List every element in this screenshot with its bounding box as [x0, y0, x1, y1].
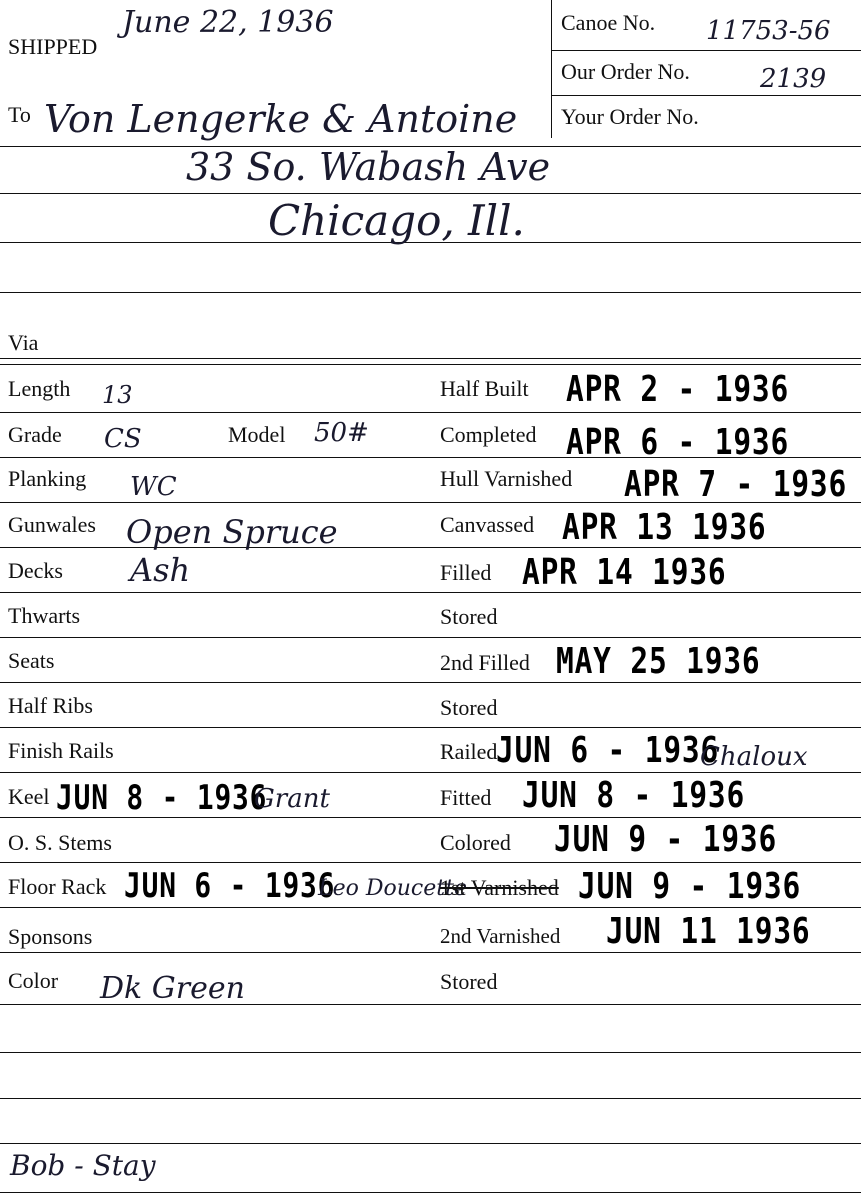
- row-rule: [0, 1098, 861, 1099]
- second-varnished-label: 2nd Varnished: [440, 924, 561, 948]
- model-value: 50#: [314, 418, 369, 448]
- sponsons-label: Sponsons: [8, 924, 93, 949]
- row-rule: [0, 1052, 861, 1053]
- gunwales-value: Open Spruce: [126, 513, 338, 551]
- row-rule: [0, 1192, 861, 1193]
- address-rule-4: [0, 292, 861, 293]
- grade-label: Grade: [8, 422, 62, 447]
- first-varnished-stamp: JUN 9 - 1936: [578, 866, 802, 907]
- completed-label: Completed: [440, 422, 537, 447]
- filled-label: Filled: [440, 560, 492, 585]
- railed-signature: Chaloux: [700, 742, 808, 772]
- shipped-date: June 22, 1936: [122, 5, 334, 40]
- order-rule-2: [551, 95, 861, 96]
- row-rule: [0, 862, 861, 863]
- fitted-label: Fitted: [440, 785, 492, 810]
- gunwales-label: Gunwales: [8, 512, 96, 537]
- keel-stamp: JUN 8 - 1936: [56, 778, 268, 818]
- railed-label: Railed: [440, 739, 498, 764]
- row-rule: [0, 727, 861, 728]
- shipped-label: SHIPPED: [8, 34, 98, 59]
- color-label: Color: [8, 968, 59, 993]
- second-filled-stamp: MAY 25 1936: [556, 641, 761, 682]
- row-rule: [0, 637, 861, 638]
- planking-label: Planking: [8, 466, 87, 491]
- half-ribs-label: Half Ribs: [8, 693, 93, 718]
- floor-rack-label: Floor Rack: [8, 874, 107, 899]
- row-rule: [0, 592, 861, 593]
- to-city: Chicago, Ill.: [268, 196, 525, 245]
- to-street: 33 So. Wabash Ave: [186, 145, 551, 189]
- row-rule: [0, 412, 861, 413]
- filled-stamp: APR 14 1936: [522, 552, 727, 593]
- order-rule-1: [551, 50, 861, 51]
- railed-stamp: JUN 6 - 1936: [496, 730, 720, 771]
- grade-value: CS: [104, 424, 142, 454]
- color-value: Dk Green: [100, 971, 245, 1006]
- stored-label-3: Stored: [440, 969, 498, 994]
- length-value: 13: [102, 381, 133, 409]
- canoe-no-value: 11753-56: [706, 16, 831, 46]
- decks-label: Decks: [8, 558, 63, 583]
- model-label: Model: [228, 422, 286, 447]
- canvassed-stamp: APR 13 1936: [562, 507, 767, 548]
- to-label: To: [8, 102, 31, 127]
- our-order-value: 2139: [760, 64, 827, 94]
- floor-rack-stamp: JUN 6 - 1936: [124, 866, 336, 906]
- row-rule: [0, 907, 861, 908]
- second-varnished-stamp: JUN 11 1936: [606, 911, 811, 952]
- row-rule: [0, 772, 861, 773]
- canoe-no-label: Canoe No.: [561, 10, 656, 35]
- os-stems-label: O. S. Stems: [8, 830, 112, 855]
- floor-rack-signature: Leo Doucette: [318, 876, 467, 901]
- canvassed-label: Canvassed: [440, 512, 535, 537]
- row-rule: [0, 682, 861, 683]
- planking-value: WC: [130, 472, 177, 502]
- second-filled-label: 2nd Filled: [440, 650, 530, 675]
- row-rule: [0, 1143, 861, 1144]
- completed-stamp: APR 6 - 1936: [566, 422, 790, 463]
- colored-stamp: JUN 9 - 1936: [554, 819, 778, 860]
- half-built-label: Half Built: [440, 376, 529, 401]
- fitted-stamp: JUN 8 - 1936: [522, 775, 746, 816]
- colored-label: Colored: [440, 830, 511, 855]
- to-name: Von Lengerke & Antoine: [44, 97, 518, 141]
- hull-varnished-label: Hull Varnished: [440, 466, 573, 491]
- decks-value: Ash: [130, 551, 191, 589]
- keel-label: Keel: [8, 784, 50, 809]
- order-box-divider: [551, 0, 552, 138]
- via-rule: [0, 358, 861, 359]
- your-order-label: Your Order No.: [561, 104, 699, 129]
- stored-label-2: Stored: [440, 695, 498, 720]
- half-built-stamp: APR 2 - 1936: [566, 369, 790, 410]
- first-varnished-label: 1st Varnished: [440, 875, 559, 900]
- via-rule-b: [0, 364, 861, 365]
- keel-signature: Grant: [254, 784, 330, 814]
- address-rule-2: [0, 193, 861, 194]
- seats-label: Seats: [8, 648, 55, 673]
- finish-rails-label: Finish Rails: [8, 738, 114, 763]
- stored-label-1: Stored: [440, 604, 498, 629]
- via-label: Via: [8, 330, 39, 355]
- our-order-label: Our Order No.: [561, 59, 690, 84]
- thwarts-label: Thwarts: [8, 603, 81, 628]
- footer-signature: Bob - Stay: [10, 1149, 156, 1182]
- hull-varnished-stamp: APR 7 - 1936: [624, 464, 848, 505]
- length-label: Length: [8, 376, 71, 401]
- row-rule: [0, 952, 861, 953]
